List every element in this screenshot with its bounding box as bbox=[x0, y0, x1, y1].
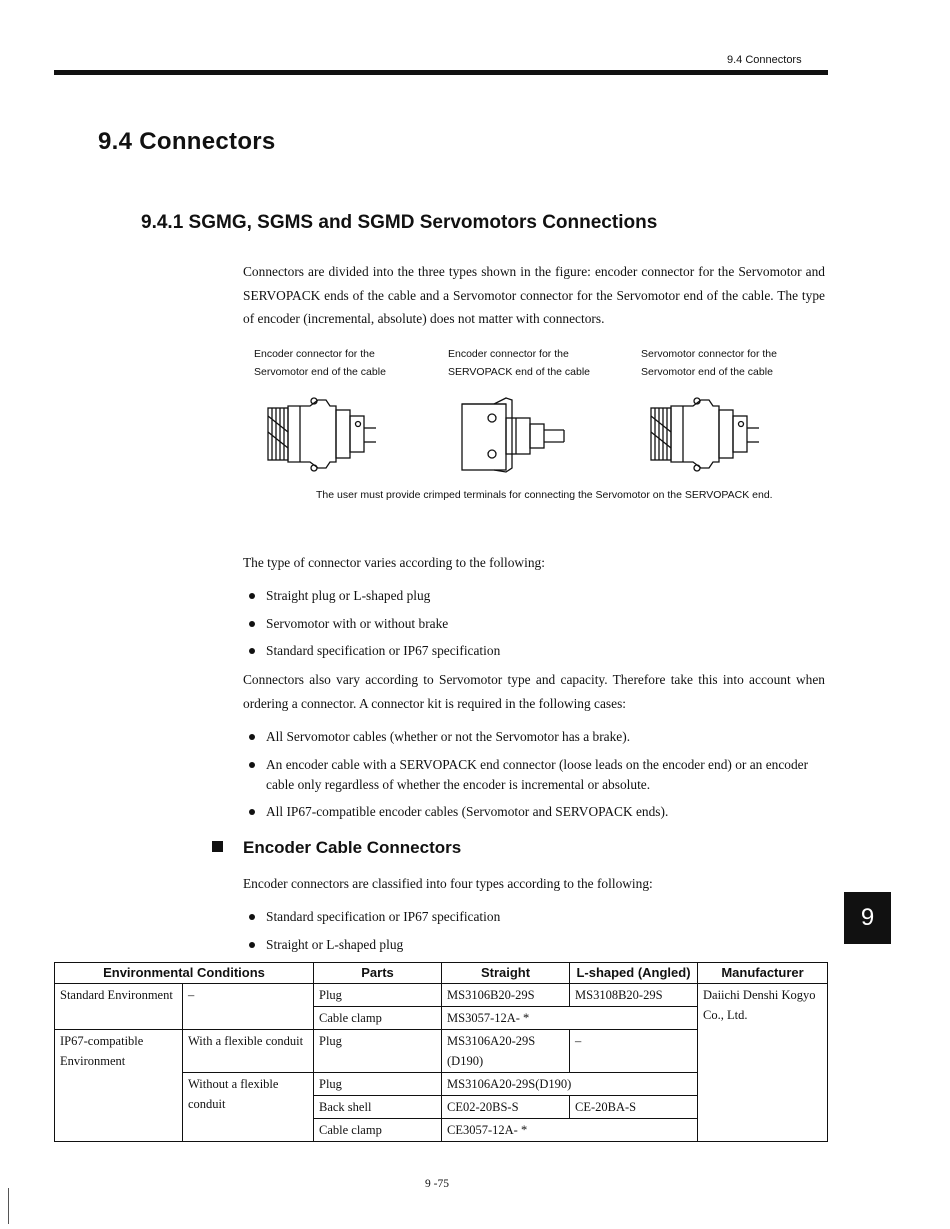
round-connector-icon bbox=[643, 392, 768, 476]
figure-caption-3: Servomotor connector for the Servomotor end of the cable bbox=[641, 348, 777, 378]
table-row bbox=[55, 984, 828, 1007]
cell-ip67-environment: IP67-compatible Environment bbox=[55, 1030, 183, 1142]
cell-straight: CE02-20BS-S bbox=[442, 1096, 570, 1119]
cell-without-flexible-conduit: Without a flexible conduit bbox=[183, 1073, 314, 1142]
header-rule bbox=[54, 70, 828, 75]
list-item: An encoder cable with a SERVOPACK end connector (loose leads on the encoder end) or an encoder cable only regardless of whether the encoder is incremental or absolute. bbox=[244, 755, 826, 795]
bullet-icon bbox=[249, 621, 255, 627]
connector-types-list bbox=[244, 586, 824, 669]
list-item: All Servomotor cables (whether or not the Servomotor has a brake). bbox=[244, 727, 826, 747]
bullet-icon bbox=[249, 809, 255, 815]
header-manufacturer: Manufacturer bbox=[698, 963, 828, 984]
cell-part: Cable clamp bbox=[314, 1119, 442, 1142]
bullet-icon bbox=[249, 593, 255, 599]
cell-straight: CE3057-12A- * bbox=[442, 1119, 698, 1142]
list-item: Standard specification or IP67 specification bbox=[244, 641, 824, 661]
cell-part: Cable clamp bbox=[314, 1007, 442, 1030]
list-item: Standard specification or IP67 specification bbox=[244, 907, 744, 927]
cell-standard-environment: Standard Environment bbox=[55, 984, 183, 1030]
cell-manufacturer: Daiichi Denshi Kogyo Co., Ltd. bbox=[698, 984, 828, 1142]
encoder-connector-table bbox=[54, 962, 828, 1142]
encoder-section-heading: Encoder Cable Connectors bbox=[212, 838, 461, 858]
cell-straight: MS3106B20-29S bbox=[442, 984, 570, 1007]
round-connector-icon bbox=[260, 392, 385, 476]
cell-straight: MS3106A20-29S (D190) bbox=[442, 1030, 570, 1073]
bullet-icon bbox=[249, 942, 255, 948]
cell-l-shaped: MS3108B20-29S bbox=[570, 984, 698, 1007]
list-item: Straight or L-shaped plug bbox=[244, 935, 744, 955]
section-title: 9.4 Connectors bbox=[98, 128, 276, 155]
table-header-row bbox=[55, 963, 828, 984]
running-header: 9.4 Connectors bbox=[727, 54, 802, 66]
figure-caption-1: Encoder connector for the Servomotor end of the cable bbox=[254, 348, 386, 378]
cell-l-shaped: – bbox=[570, 1030, 698, 1073]
cell-part: Back shell bbox=[314, 1096, 442, 1119]
header-l-shaped: L-shaped (Angled) bbox=[570, 963, 698, 984]
list-item: All IP67-compatible encoder cables (Servomotor and SERVOPACK ends). bbox=[244, 802, 826, 822]
bullet-icon bbox=[249, 734, 255, 740]
d-sub-connector-icon bbox=[452, 396, 577, 476]
cell-part: Plug bbox=[314, 1073, 442, 1096]
bullet-icon bbox=[249, 914, 255, 920]
list-item: Straight plug or L-shaped plug bbox=[244, 586, 824, 606]
margin-rule bbox=[8, 1188, 9, 1224]
encoder-classified-intro: Encoder connectors are classified into four types according to the following: bbox=[243, 876, 653, 891]
figure-note: The user must provide crimped terminals for connecting the Servomotor on the SERVOPACK end. bbox=[316, 489, 773, 501]
connector-varies-intro: The type of connector varies according to the following: bbox=[243, 555, 545, 570]
cell-straight: MS3057-12A- * bbox=[442, 1007, 698, 1030]
connector-kit-intro: Connectors also vary according to Servomotor type and capacity. Therefore take this into account when ordering a connector. A connector kit is required in the following cases: bbox=[243, 672, 825, 711]
cell-flexible-conduit: With a flexible conduit bbox=[183, 1030, 314, 1073]
subsection-title: 9.4.1 SGMG, SGMS and SGMD Servomotors Connections bbox=[141, 212, 658, 233]
figure-caption-2: Encoder connector for the SERVOPACK end of the cable bbox=[448, 348, 591, 378]
header-straight: Straight bbox=[442, 963, 570, 984]
cell-part: Plug bbox=[314, 984, 442, 1007]
header-environmental-conditions: Environmental Conditions bbox=[55, 963, 314, 984]
list-item: Servomotor with or without brake bbox=[244, 614, 824, 634]
intro-paragraph: Connectors are divided into the three types shown in the figure: encoder connector for the Servomotor and SERVOPACK ends of the cable and a Servomotor connector for the Servomotor end of the cable. The type of encoder (incremental, absolute) does not matter with connectors. bbox=[243, 264, 825, 326]
page-number: 9 -75 bbox=[425, 1178, 449, 1190]
bullet-icon bbox=[249, 648, 255, 654]
cell-standard-sub: – bbox=[183, 984, 314, 1030]
square-bullet-icon bbox=[212, 841, 223, 852]
connector-kit-list bbox=[244, 727, 826, 830]
cell-part: Plug bbox=[314, 1030, 442, 1073]
cell-l-shaped: CE-20BA-S bbox=[570, 1096, 698, 1119]
cell-straight: MS3106A20-29S(D190) bbox=[442, 1073, 698, 1096]
encoder-types-list bbox=[244, 907, 744, 962]
header-parts: Parts bbox=[314, 963, 442, 984]
bullet-icon bbox=[249, 762, 255, 768]
chapter-tab: 9 bbox=[844, 892, 891, 944]
